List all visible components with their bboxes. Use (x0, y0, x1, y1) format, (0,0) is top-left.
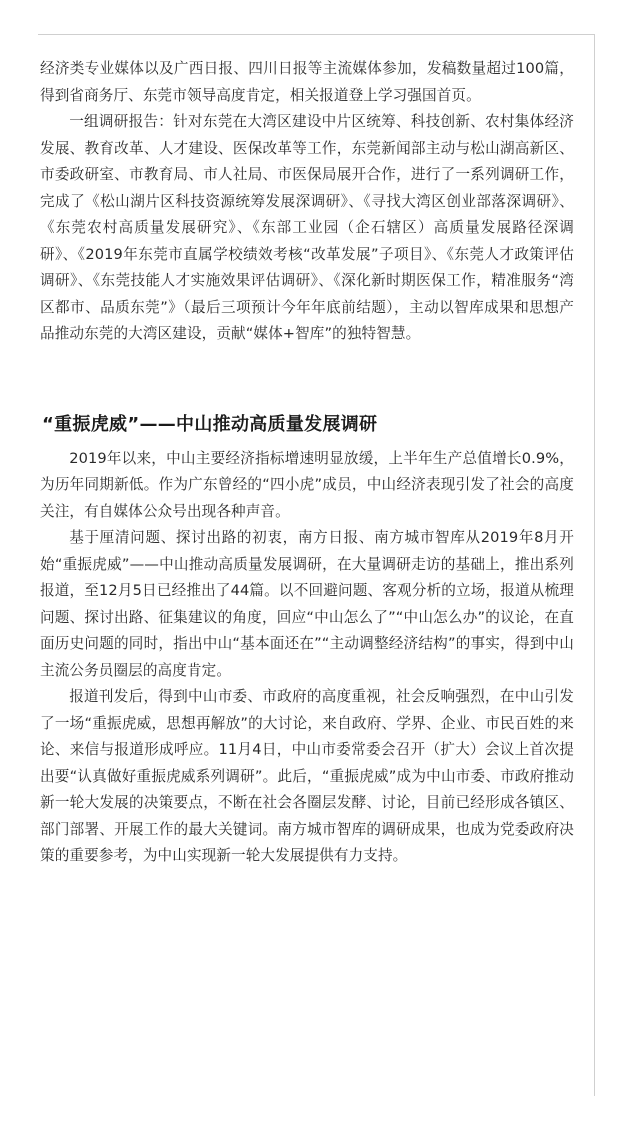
top-divider (38, 34, 594, 35)
paragraph-research-reports: 一组调研报告：针对东莞在大湾区建设中片区统筹、科技创新、农村集体经济发展、教育改革、人才建设、医保改革等工作，东莞新闻部主动与松山湖高新区、市委政研室、市教育局、市人社局、市医保局展开合作，进行了一系列调研工作，完成了《松山湖片区科技资源统筹发展深调研》、《寻找大湾区创业部落深调研》、《东莞农村高质量发展研究》、《东部工业园（企石辖区）高质量发展路径深调研》、《2019年东莞市直属学校绩效考核“改革发展”子项目》、《东莞人才政策评估调研》、《东莞技能人才实施效果评估调研》、《深化新时期医保工作，精准服务“湾区都市、品质东莞”》（最后三项预计今年年底前结题），主动以智库成果和思想产品推动东莞的大湾区建设，贡献“媒体+智库”的独特智慧。 (40, 113, 574, 342)
column-divider (594, 34, 595, 1096)
paragraph-media-coverage: 经济类专业媒体以及广西日报、四川日报等主流媒体参加，发稿数量超过100篇，得到省商务厅、东莞市领导高度肯定，相关报道登上学习强国首页。 (40, 60, 574, 104)
section-heading-zhongshan: “重振虎威”——中山推动高质量发展调研 (42, 413, 378, 435)
paragraph-zhongshan-research: 基于厘清问题、探讨出路的初衷，南方日报、南方城市智库从2019年8月开始“重振虎威”——中山推动高质量发展调研，在大量调研走访的基础上，推出系列报道，至12月5日已经推出了44篇。以不回避问题、客观分析的立场，报道从梳理问题、探讨出路、征集建议的角度，回应“中山怎么了”“中山怎么办”的议论，在直面历史问题的同时，指出中山“基本面还在”“主动调整经济结构”的事实，得到中山主流公务员圈层的高度肯定。 (40, 529, 574, 679)
paragraph-zhongshan-impact: 报道刊发后，得到中山市委、市政府的高度重视，社会反响强烈，在中山引发了一场“重振虎威，思想再解放”的大讨论，来自政府、学界、企业、市民百姓的来论、来信与报道形成呼应。11月4日，中山市委常委会召开（扩大）会议上首次提出要“认真做好重振虎威系列调研”。此后，“重振虎威”成为中山市委、市政府推动新一轮大发展的决策要点，不断在社会各圈层发酵、讨论，目前已经形成各镇区、部门部署、开展工作的最大关键词。南方城市智库的调研成果，也成为党委政府决策的重要参考，为中山实现新一轮大发展提供有力支持。 (40, 688, 574, 864)
paragraph-zhongshan-background: 2019年以来，中山主要经济指标增速明显放缓，上半年生产总值增长0.9%，为历年同期新低。作为广东曾经的“四小虎”成员，中山经济表现引发了社会的高度关注，有自媒体公众号出现各种声音。 (40, 449, 574, 520)
article-body (40, 56, 574, 870)
